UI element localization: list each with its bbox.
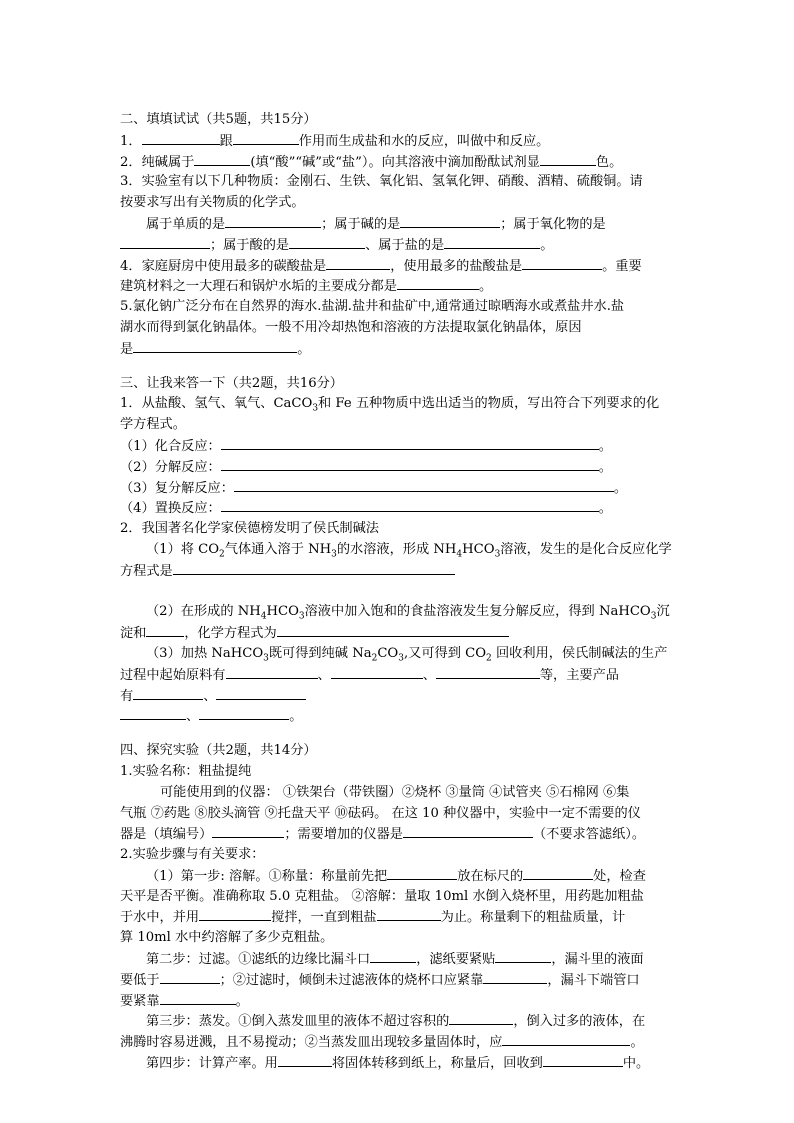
step-2-line1: 第二步：过滤。①滤纸的边缘比漏斗口 ，滤纸要紧贴 ，漏斗里的液面 [120, 949, 690, 970]
step-3-line1: 第三步：蒸发。①倒入蒸发皿里的液体不超过容积的 ，倒入过多的液体，在 [120, 1011, 690, 1032]
answer-blank[interactable] [142, 131, 220, 145]
reaction-decomposition: （2）分解反应： 。 [120, 457, 690, 478]
answer-blank[interactable] [495, 949, 551, 963]
question-2-3-line3: 属于单质的是 ；属于碱的是 ；属于氧化物的是 [120, 214, 690, 235]
question-3-2-part3: （3）加热 NaHCO$_3$既可得到纯碱 $Na_2CO_3$,又可得到 $CO_2$ 回收利用，侯氏制碱法的生产 [146, 645, 668, 664]
answer-blank[interactable] [221, 436, 599, 450]
question-3-2-part3-line4: 、 。 [120, 706, 690, 727]
answer-blank[interactable] [449, 1011, 513, 1025]
answer-blank[interactable] [120, 235, 210, 249]
experiment-title: 1.实验名称：粗盐提纯 [120, 763, 252, 779]
steps-title: 2.实验步骤与有关要求： [120, 847, 265, 863]
answer-blank[interactable] [377, 907, 441, 921]
answer-blank[interactable] [331, 665, 423, 679]
answer-blank[interactable] [400, 214, 500, 228]
section-2-heading: 二、填填试试（共5题，共15分） [120, 112, 317, 127]
step-4-line1: 第四步：计算产率。用 将固体转移到纸上，称量后，回收到 中。 [120, 1053, 690, 1074]
answer-blank[interactable] [326, 256, 390, 270]
section-4-heading: 四、探究实验（共2题，共14分） [120, 743, 317, 759]
question-2-3-line4: ；属于酸的是 、属于盐的是 。 [120, 235, 690, 256]
answer-blank[interactable] [502, 1032, 630, 1046]
step-2-line3: 要紧靠 。 [120, 991, 690, 1012]
step-1-line3: 于水中，并用 搅拌，一直到粗盐 为止。称量剩下的粗盐质量，计 [120, 907, 690, 928]
answer-blank[interactable] [199, 907, 271, 921]
question-2-4-line1: 4．家庭厨房中使用最多的碳酸盐是 ，使用最多的盐酸盐是 。重要 [120, 256, 690, 277]
answer-blank[interactable] [173, 561, 455, 575]
question-3-2-part3-line2: 过程中起始原料有 、 、 等，主要产品 [120, 665, 690, 686]
answer-blank[interactable] [543, 1053, 623, 1067]
reaction-double-decomposition: （3）复分解反应： 。 [120, 478, 690, 499]
answer-blank[interactable] [522, 256, 602, 270]
reaction-combination: （1）化合反应： 。 [120, 436, 690, 457]
step-2-line2: 要低于 ；②过滤时，倾倒未过滤液体的烧杯口应紧靠 ，漏斗下端管口 [120, 970, 690, 991]
answer-blank[interactable] [397, 276, 479, 290]
answer-blank[interactable] [523, 866, 593, 880]
instrument-list-line1: 可能使用到的仪器： ①铁架台（带铁圈）②烧杯 ③量筒 ④试管夹 ⑤石棉网 ⑥集 [160, 784, 630, 800]
question-3-2-part1: （1）将 $CO_2$气体通入溶于 $NH_3$的水溶液，形成 $NH_4HCO_3$溶液，发生的是化合反应化学 [146, 541, 672, 560]
answer-blank[interactable] [160, 991, 236, 1005]
question-3-2-part2-line2: 淀和 ，化学方程式为 [120, 623, 690, 644]
answer-blank[interactable] [133, 686, 203, 700]
answer-blank[interactable] [194, 152, 250, 166]
question-3-1-line1: 1．从盐酸、氢气、氧气、CaCO$_3$和 Fe 五种物质中选出适当的物质，写出符合下列要求的化 [120, 396, 660, 414]
answer-blank[interactable] [221, 498, 599, 512]
answer-blank[interactable] [444, 235, 540, 249]
answer-blank[interactable] [226, 665, 318, 679]
section-3-heading: 三、让我来答一下（共2题，共16分） [120, 375, 343, 391]
question-2-4-line2: 建筑材料之一大理石和锅炉水垢的主要成分都是 。 [120, 276, 690, 297]
answer-blank[interactable] [225, 214, 321, 228]
answer-blank[interactable] [370, 949, 416, 963]
answer-blank[interactable] [146, 623, 184, 637]
answer-blank[interactable] [216, 686, 306, 700]
question-2-3-line1: 3．实验室有以下几种物质：金刚石、生铁、氧化铝、氢氧化钾、硝酸、酒精、硫酸铜。请 [120, 174, 643, 190]
question-2-5-line3: 是 。 [120, 339, 690, 360]
worksheet-page [120, 110, 690, 1074]
instrument-list-line2: 气瓶 ⑦药匙 ⑧胶头滴管 ⑨托盘天平 ⑩砝码。 在这 10 种仪器中，实验中一定不需要的仪 [120, 805, 641, 821]
instrument-list-line3: 器是（填编号） ；需要增加的仪器是 （不要求答滤纸）。 [120, 824, 690, 845]
answer-blank[interactable] [199, 706, 289, 720]
answer-blank[interactable] [234, 478, 614, 492]
step-1-line2: 天平是否平衡。准确称取 5.0 克粗盐。 ②溶解：量取 10ml 水倒入烧杯里，用药匙加粗盐 [120, 888, 644, 904]
question-2-2: 2．纯碱属于 (填“酸”“碱”或“盐”）。向其溶液中滴加酚酞试剂显 色。 [120, 152, 690, 173]
answer-blank[interactable] [289, 235, 365, 249]
question-3-2-part1-line2: 方程式是 [120, 561, 690, 582]
question-3-2-part3-line3: 有 、 [120, 686, 690, 707]
answer-blank[interactable] [278, 1053, 332, 1067]
answer-blank[interactable] [160, 970, 220, 984]
question-3-2-part2: （2）在形成的 $NH_4HCO_3$溶液中加入饱和的食盐溶液发生复分解反应，得到 NaHCO$_3$沉 [146, 604, 670, 622]
question-3-1-line2: 学方程式。 [120, 417, 186, 433]
reaction-displacement: （4）置换反应： 。 [120, 498, 690, 519]
answer-blank[interactable] [403, 824, 533, 838]
answer-blank[interactable] [436, 665, 540, 679]
answer-blank[interactable] [540, 152, 596, 166]
answer-blank[interactable] [483, 970, 547, 984]
answer-blank[interactable] [133, 339, 297, 353]
answer-blank[interactable] [277, 623, 509, 637]
step-3-line2: 沸腾时容易迸溅，且不易搅动；②当蒸发皿出现较多量固体时，应 。 [120, 1032, 690, 1053]
question-3-2-line1: 2．我国著名化学家侯德榜发明了侯氏制碱法 [120, 521, 379, 537]
answer-blank[interactable] [120, 706, 186, 720]
answer-blank[interactable] [233, 131, 299, 145]
answer-blank[interactable] [387, 866, 457, 880]
step-1-line1: （1）第一步: 溶解。①称量：称量前先把 放在标尺的 处，检查 [120, 866, 690, 887]
step-1-line4: 算 10ml 水中约溶解了多少克粗盐。 [120, 930, 334, 946]
question-2-3-line2: 按要求写出有关物质的化学式。 [120, 195, 305, 211]
question-2-1: 1． 跟 作用而生成盐和水的反应，叫做中和反应。 [120, 131, 690, 152]
question-2-5-line2: 湖水而得到氯化钠晶体。一般不用冷却热饱和溶液的方法提取氯化钠晶体，原因 [120, 319, 582, 335]
answer-blank[interactable] [221, 457, 599, 471]
question-2-5-line1: 5.氯化钠广泛分布在自然界的海水.盐湖.盐井和盐矿中,通常通过晾晒海水或煮盐井水.盐 [120, 299, 625, 315]
answer-blank[interactable] [212, 824, 284, 838]
